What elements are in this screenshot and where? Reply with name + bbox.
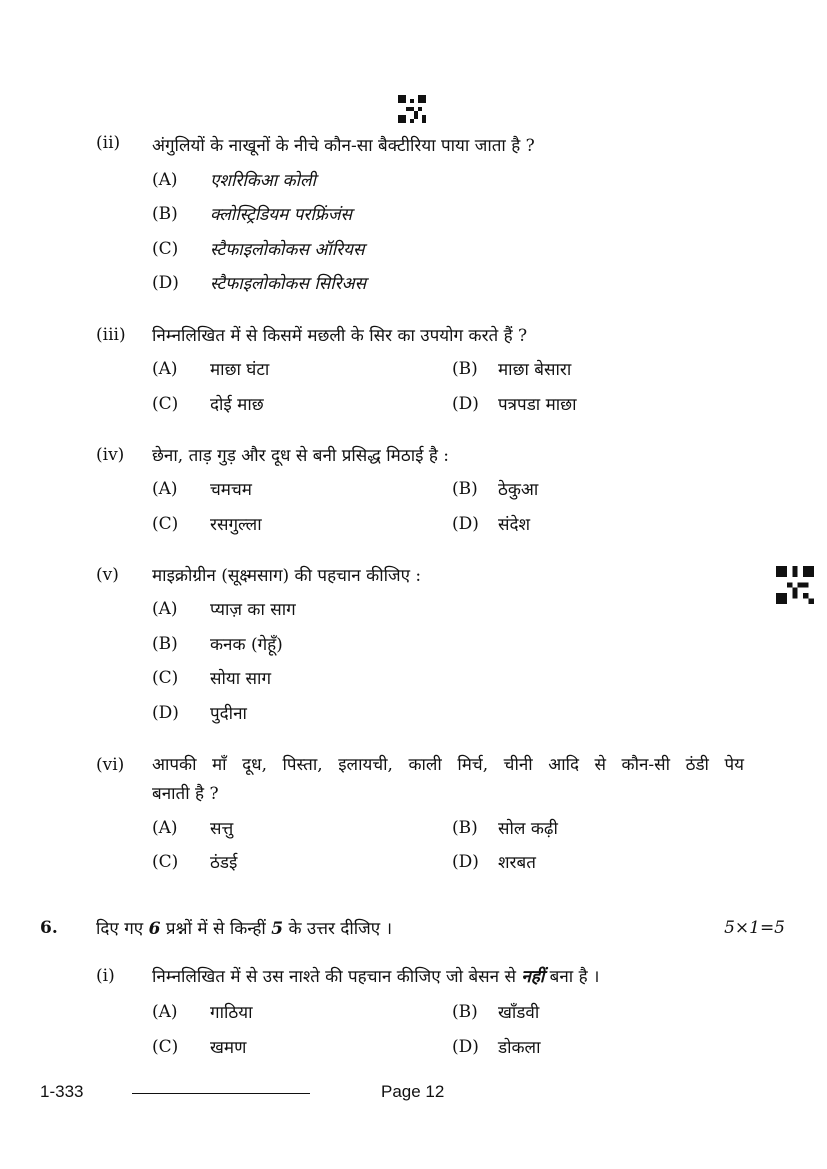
option-label: (A) xyxy=(152,1002,178,1022)
option-text: सोया साग xyxy=(210,669,272,689)
question-text xyxy=(96,916,392,939)
question-text xyxy=(152,964,600,987)
option-text: गाठिया xyxy=(210,1003,253,1023)
option-text: पुदीना xyxy=(210,704,247,724)
option-text: स्टैफाइलोकोकस सिरिअस xyxy=(210,274,367,294)
option-label: (D) xyxy=(452,394,479,414)
option-text: रसगुल्ला xyxy=(210,515,262,535)
question-text: अंगुलियों के नाखूनों के नीचे कौन-सा बैक्टीरिया पाया जाता है ? xyxy=(152,136,535,156)
option-label: (A) xyxy=(152,359,178,379)
text-segment: निम्नलिखित में से उस नाश्ते की पहचान कीजिए जो बेसन से xyxy=(152,967,522,987)
option-label: (B) xyxy=(452,1002,478,1022)
qr-code-icon xyxy=(776,566,814,604)
option-text: एशरिकिआ कोली xyxy=(210,171,316,191)
option-text: संदेश xyxy=(498,515,531,535)
option-text: डोकला xyxy=(498,1038,541,1058)
text-segment: बना है । xyxy=(544,967,600,987)
option-label: (B) xyxy=(452,359,478,379)
question-number: (iv) xyxy=(96,445,125,465)
option-text: चमचम xyxy=(210,480,252,500)
text-segment: के उत्तर दीजिए । xyxy=(283,919,393,939)
question-number: 6. xyxy=(40,918,58,938)
marks-label: 5×1=5 xyxy=(724,918,785,938)
option-text: ठंडई xyxy=(210,853,238,873)
option-text: सत्तु xyxy=(210,819,234,839)
option-label: (A) xyxy=(152,599,178,619)
question-number: (ii) xyxy=(96,133,121,153)
option-label: (C) xyxy=(152,852,179,872)
option-label: (A) xyxy=(152,818,178,838)
option-label: (C) xyxy=(152,514,179,534)
emphasis-text: नहीं xyxy=(521,967,545,987)
option-text: शरबत xyxy=(498,853,536,873)
question-text: माइक्रोग्रीन (सूक्ष्मसाग) की पहचान कीजिए : xyxy=(152,566,422,586)
text-segment: दिए गए xyxy=(96,919,149,939)
count-emphasis: 6 xyxy=(148,919,161,939)
option-label: (C) xyxy=(152,394,179,414)
option-label: (B) xyxy=(152,204,178,224)
footer-rule xyxy=(132,1093,310,1094)
option-label: (B) xyxy=(152,634,178,654)
option-label: (D) xyxy=(452,1037,479,1057)
question-text-line1: आपकी माँ दूध, पिस्ता, इलायची, काली मिर्च, चीनी आदि से कौन-सी ठंडी पेय xyxy=(152,755,744,775)
question-text-line2: बनाती है ? xyxy=(152,784,219,804)
option-label: (C) xyxy=(152,239,179,259)
text-segment: प्रश्नों में से किन्हीं xyxy=(160,919,272,939)
option-text: माछा घंटा xyxy=(210,360,270,380)
qr-code-icon xyxy=(398,95,426,123)
count-emphasis: 5 xyxy=(271,919,284,939)
option-text: पत्रपडा माछा xyxy=(498,395,577,415)
option-label: (A) xyxy=(152,170,178,190)
question-text: निम्नलिखित में से किसमें मछली के सिर का उपयोग करते हैं ? xyxy=(152,326,528,346)
option-text: खाँडवी xyxy=(498,1003,540,1023)
option-label: (D) xyxy=(452,852,479,872)
option-text: सोल कढ़ी xyxy=(498,819,558,839)
option-label: (D) xyxy=(452,514,479,534)
question-number: (v) xyxy=(96,565,119,585)
option-text: क्लोस्ट्रिडियम परफ्रिंजंस xyxy=(210,205,352,225)
option-text: ठेकुआ xyxy=(498,480,539,500)
option-text: माछा बेसारा xyxy=(498,360,572,380)
option-label: (D) xyxy=(152,703,179,723)
question-text: छेना, ताड़ गुड़ और दूध से बनी प्रसिद्ध मिठाई है : xyxy=(152,446,450,466)
option-label: (A) xyxy=(152,479,178,499)
option-label: (C) xyxy=(152,668,179,688)
option-text: दोई माछ xyxy=(210,395,264,415)
question-number: (i) xyxy=(96,966,115,986)
qr-code-top xyxy=(398,95,426,123)
option-text: कनक (गेहूँ) xyxy=(210,635,283,655)
page-number: Page 12 xyxy=(381,1082,445,1101)
option-label: (D) xyxy=(152,273,179,293)
question-number: (iii) xyxy=(96,325,126,345)
option-text: खमण xyxy=(210,1038,247,1058)
question-number: (vi) xyxy=(96,755,125,775)
option-text: स्टैफाइलोकोकस ऑरियस xyxy=(210,240,365,260)
paper-code: 1-333 xyxy=(40,1082,84,1101)
option-label: (B) xyxy=(452,818,478,838)
qr-code-side xyxy=(776,566,814,604)
option-label: (C) xyxy=(152,1037,179,1057)
option-text: प्याज़ का साग xyxy=(210,600,296,620)
option-label: (B) xyxy=(452,479,478,499)
